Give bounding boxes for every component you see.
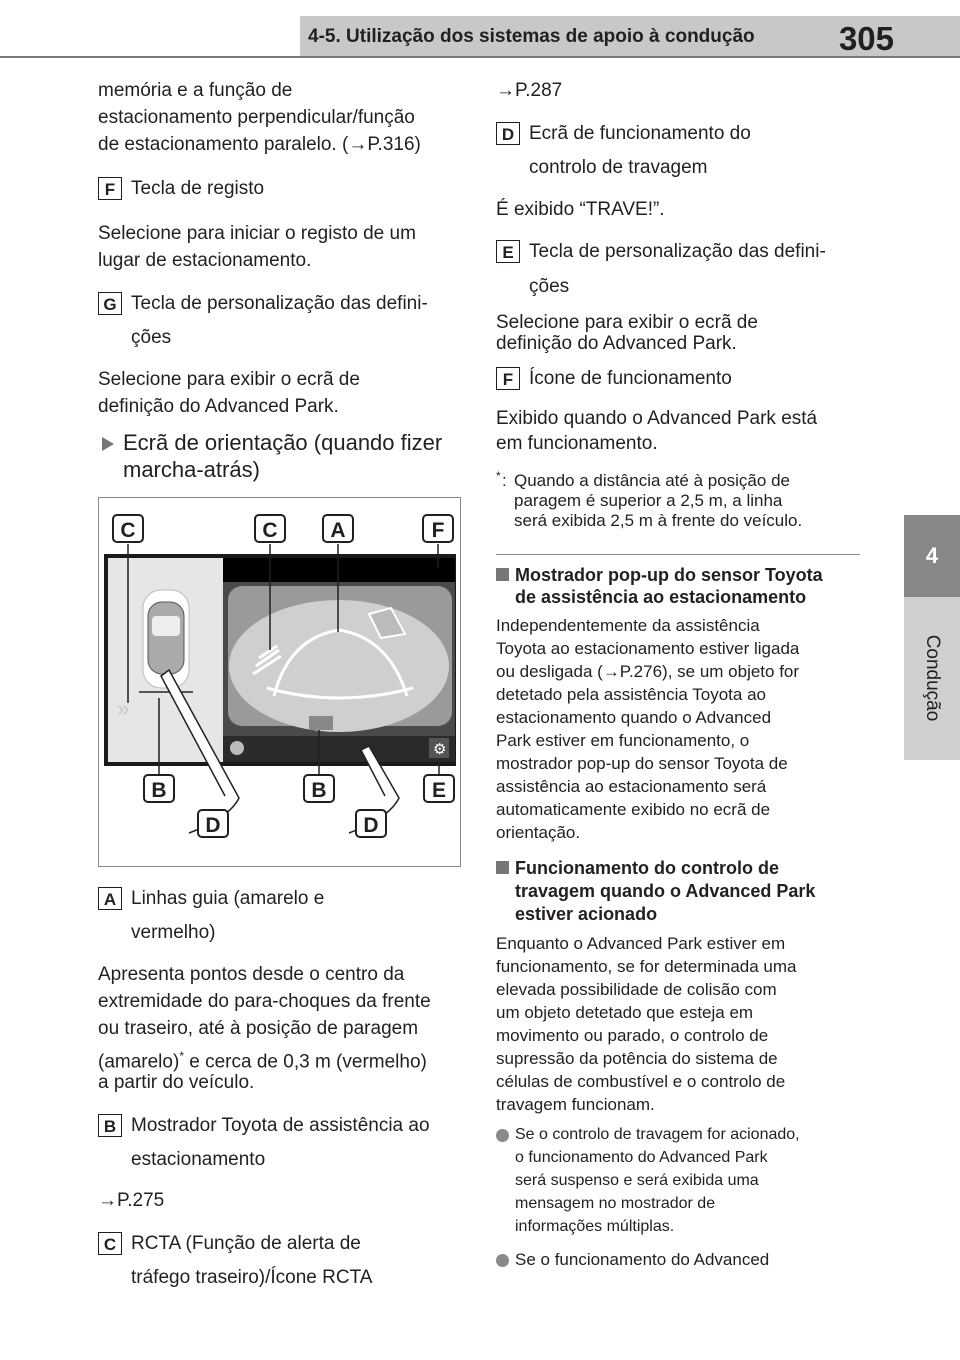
bullet-text: Se o controlo de travagem for acionado, xyxy=(515,1126,800,1143)
page-header xyxy=(0,0,960,60)
section-title: de assistência ao estacionamento xyxy=(515,587,807,607)
callout-b: B xyxy=(303,774,335,803)
callout-b: B xyxy=(143,774,175,803)
section-body: movimento ou parado, o controlo de xyxy=(496,1026,769,1045)
camera-ground xyxy=(229,600,449,732)
svg-text:⚙: ⚙ xyxy=(433,740,447,758)
item-desc: definição do Advanced Park. xyxy=(496,333,737,354)
item-desc: Selecione para iniciar o registo de um xyxy=(98,223,416,244)
section-body: automaticamente exibido no ecrã de xyxy=(496,800,771,819)
item-title: vermelho) xyxy=(131,922,216,943)
section-body: Toyota ao estacionamento estiver ligada xyxy=(496,639,800,658)
section-heading: Ecrã de orientação (quando fizer xyxy=(123,430,443,455)
section-body: ou desligada (→P.276), se um objeto for xyxy=(496,662,800,681)
item-desc-text: (amarelo) xyxy=(98,1051,180,1073)
callout-c: C xyxy=(254,514,286,543)
item-desc: Selecione para exibir o ecrã de xyxy=(496,312,758,333)
section-title: travagem quando o Advanced Park xyxy=(515,881,816,901)
intro-line: memória e a função de xyxy=(98,80,293,101)
item-title: Tecla de personalização das defini- xyxy=(529,241,826,262)
footnote-text: paragem é superior a 2,5 m, a linha xyxy=(514,491,783,510)
section-title: estiver acionado xyxy=(515,904,658,924)
item-badge-a: A xyxy=(98,887,122,910)
item-title: RCTA (Função de alerta de xyxy=(131,1233,361,1254)
bullet-text: mensagem no mostrador de xyxy=(515,1195,716,1212)
section-heading: marcha-atrás) xyxy=(123,457,260,482)
callout-a: A xyxy=(322,514,354,543)
intro-line: de estacionamento paralelo. (→P.316) xyxy=(98,134,421,155)
section-square-icon xyxy=(496,861,509,874)
item-desc: extremidade do para-choques da frente xyxy=(98,991,431,1012)
chapter-label: Condução xyxy=(922,634,943,722)
page-reference-link[interactable]: →P.287 xyxy=(496,80,563,101)
section-body: orientação. xyxy=(496,823,581,842)
item-title: estacionamento xyxy=(131,1149,266,1170)
callout-d: D xyxy=(355,809,387,838)
item-desc: lugar de estacionamento. xyxy=(98,250,312,271)
item-title: Ícone de funcionamento xyxy=(529,368,732,389)
header-rule xyxy=(0,56,960,58)
car-body xyxy=(148,602,184,674)
section-title-line xyxy=(496,565,823,585)
footnote-mark: * xyxy=(496,469,501,483)
bullet-dot-icon xyxy=(496,1129,509,1142)
section-body: Enquanto o Advanced Park estiver em xyxy=(496,934,786,953)
item-badge-c: C xyxy=(98,1232,122,1255)
item-badge-g: G xyxy=(98,292,122,315)
section-body: mostrador pop-up do sensor Toyota de xyxy=(496,754,788,773)
section-body: supressão da potência do sistema de xyxy=(496,1049,778,1068)
bullet-text: Se o funcionamento do Advanced xyxy=(515,1250,770,1269)
car-windshield xyxy=(152,616,180,636)
item-title: controlo de travagem xyxy=(529,157,708,178)
item-title: Tecla de registo xyxy=(131,178,265,199)
callout-c: C xyxy=(112,514,144,543)
item-title: Ecrã de funcionamento do xyxy=(529,123,751,144)
intro-line: estacionamento perpendicular/função xyxy=(98,107,415,128)
guidance-screen-illustration xyxy=(99,498,460,866)
assist-icon xyxy=(230,741,244,755)
item-title: ções xyxy=(131,327,172,348)
item-badge-d: D xyxy=(496,122,520,145)
item-desc-line xyxy=(98,1045,427,1073)
item-badge-f: F xyxy=(98,177,122,200)
bullet-text: o funcionamento do Advanced Park xyxy=(515,1149,768,1166)
section-body: um objeto detetado que esteja em xyxy=(496,1003,754,1022)
section-body: estacionamento quando o Advanced xyxy=(496,708,772,727)
item-desc: Selecione para exibir o ecrã de xyxy=(98,369,360,390)
item-badge-b: B xyxy=(98,1114,122,1137)
item-title: tráfego traseiro)/Ícone RCTA xyxy=(131,1267,373,1288)
item-desc: definição do Advanced Park. xyxy=(98,396,339,417)
page-reference-link[interactable]: →P.275 xyxy=(98,1190,165,1211)
chapter-tab[interactable]: 4 xyxy=(904,515,960,597)
item-desc: É exibido “TRAVE!”. xyxy=(496,199,665,220)
item-badge-e: E xyxy=(496,240,520,263)
page-number: 305 xyxy=(838,20,894,57)
footnote-ref: * xyxy=(179,1049,184,1063)
callout-e: E xyxy=(423,774,455,803)
bullet-dot-icon xyxy=(496,1254,509,1267)
section-title: Mostrador pop-up do sensor Toyota xyxy=(515,565,823,585)
bullet-text: será suspenso e será exibida uma xyxy=(515,1172,759,1189)
callout-d: D xyxy=(197,809,229,838)
item-title: Linhas guia (amarelo e xyxy=(131,888,325,909)
item-desc: Apresenta pontos desde o centro da xyxy=(98,964,405,985)
footnote-text: será exibida 2,5 m à frente do veículo. xyxy=(514,511,803,530)
header-title: 4-5. Utilização dos sistemas de apoio à condução xyxy=(308,26,755,47)
footnote-text: Quando a distância até à posição de xyxy=(514,471,790,490)
section-body: células de combustível e o controlo de xyxy=(496,1072,786,1091)
section-body: detetado pela assistência Toyota ao xyxy=(496,685,766,704)
item-title: ções xyxy=(529,276,570,297)
section-body: Park estiver em funcionamento, o xyxy=(496,731,750,750)
sensor-indicator xyxy=(309,716,333,730)
item-badge-f-right: F xyxy=(496,367,520,390)
item-title: Mostrador Toyota de assistência ao xyxy=(131,1115,430,1136)
section-body: travagem funcionam. xyxy=(496,1095,655,1114)
section-arrow-icon xyxy=(101,436,115,452)
section-square-icon xyxy=(496,568,509,581)
bullet-text: informações múltiplas. xyxy=(515,1218,675,1235)
section-body: funcionamento, se for determinada uma xyxy=(496,957,797,976)
item-desc: a partir do veículo. xyxy=(98,1072,255,1093)
rcta-chevron-icon: » xyxy=(117,696,130,721)
section-title: Funcionamento do controlo de xyxy=(515,858,779,878)
section-body: assistência ao estacionamento será xyxy=(496,777,767,796)
item-title: Tecla de personalização das defini- xyxy=(131,293,428,314)
item-desc-text: e cerca de 0,3 m (vermelho) xyxy=(183,1051,427,1073)
section-divider xyxy=(496,554,860,555)
section-title-line xyxy=(496,858,779,878)
footnote-sep: : xyxy=(502,471,507,490)
camera-bottom-bar xyxy=(223,736,455,762)
section-body: elevada possibilidade de colisão com xyxy=(496,980,777,999)
item-desc: Exibido quando o Advanced Park está xyxy=(496,408,818,429)
callout-f: F xyxy=(422,514,454,543)
camera-top-bar xyxy=(223,558,455,582)
item-desc: em funcionamento. xyxy=(496,433,658,454)
section-body: Independentemente da assistência xyxy=(496,616,760,635)
guidance-screen-figure xyxy=(98,497,461,867)
item-desc: ou traseiro, até à posição de paragem xyxy=(98,1018,419,1039)
